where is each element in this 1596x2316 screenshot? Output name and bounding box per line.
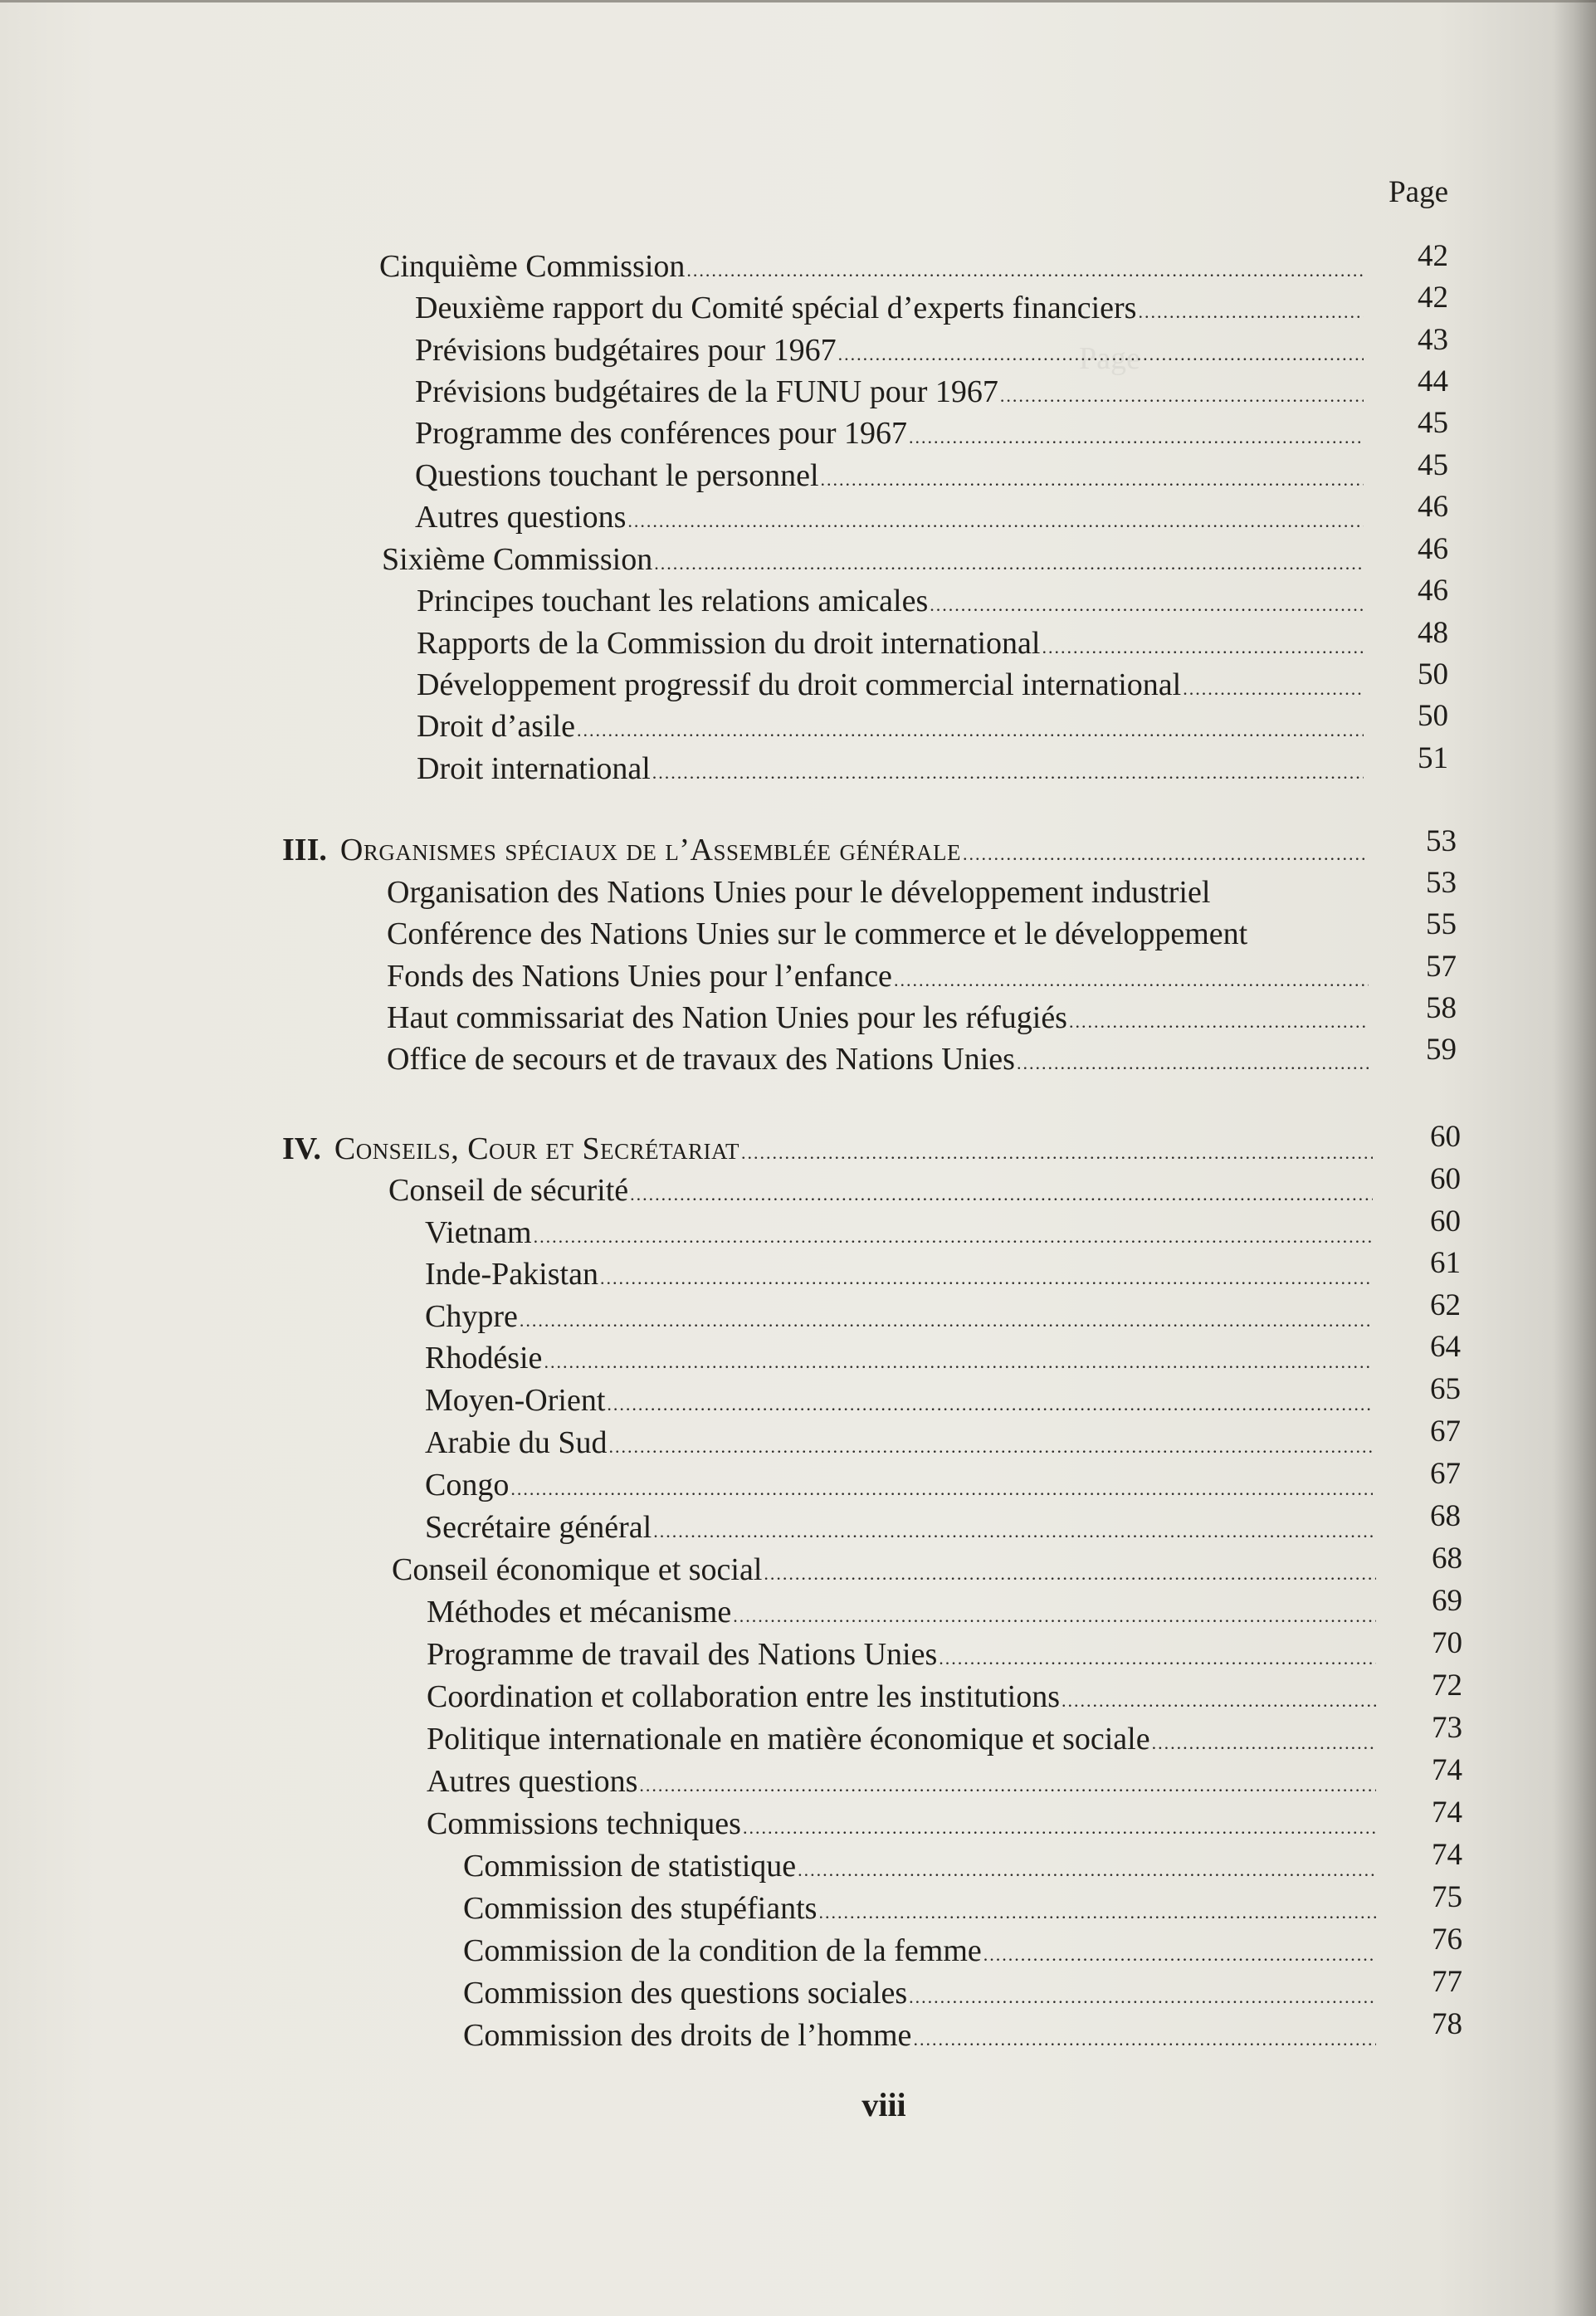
- leader-dots: [1183, 669, 1364, 709]
- toc-entry[interactable]: [387, 914, 1374, 954]
- toc-page-number: 73: [1432, 1711, 1462, 1745]
- leader-dots: [1017, 1043, 1369, 1083]
- leader-dots: [520, 1301, 1373, 1341]
- toc-entry-label: Droit international: [417, 751, 651, 786]
- toc-entry-label: Questions touchant le personnel: [415, 458, 819, 493]
- toc-page-number: 62: [1430, 1288, 1461, 1322]
- toc-entry-label: Autres questions: [415, 500, 627, 535]
- toc-entry-label: Politique internationale en matière économique et sociale: [427, 1722, 1150, 1757]
- toc-entry[interactable]: [388, 1170, 1376, 1210]
- toc-page-number: 77: [1432, 1965, 1462, 1999]
- toc-entry-label: Office de secours et de travaux des Nations Unies: [387, 1042, 1015, 1077]
- toc-entry[interactable]: [427, 1677, 1379, 1717]
- leader-dots: [607, 1385, 1373, 1424]
- toc-entry[interactable]: [425, 1254, 1376, 1294]
- leader-dots: [821, 460, 1364, 500]
- toc-page-number: 50: [1418, 699, 1448, 733]
- toc-entry-label: Chypre: [425, 1299, 518, 1334]
- leader-dots: [609, 1427, 1373, 1467]
- toc-page-number: 67: [1430, 1457, 1461, 1491]
- page-folio: viii: [861, 2086, 906, 2123]
- toc-entry[interactable]: [463, 2016, 1379, 2055]
- toc-entry[interactable]: [425, 1507, 1376, 1547]
- toc-entry-label: Commission de statistique: [463, 1849, 797, 1884]
- toc-entry[interactable]: [387, 1039, 1372, 1079]
- toc-entry-label: Conférence des Nations Unies sur le commerce et le développement: [387, 916, 1248, 951]
- toc-entry-label: Moyen-Orient: [425, 1383, 606, 1418]
- toc-page-number: 74: [1432, 1753, 1462, 1787]
- toc-entry-label: Programme de travail des Nations Unies: [427, 1637, 938, 1672]
- toc-entry[interactable]: [387, 872, 1374, 912]
- leader-dots: [909, 1977, 1376, 2017]
- toc-entry-label: Inde-Pakistan: [425, 1257, 598, 1292]
- toc-entry-label: Prévisions budgétaires de la FUNU pour 1967: [415, 374, 998, 409]
- toc-entry[interactable]: [463, 1846, 1379, 1886]
- toc-entry-label: Prévisions budgétaires pour 1967: [415, 333, 837, 368]
- toc-entry-label: Vietnam: [425, 1215, 532, 1250]
- toc-page-number: 50: [1418, 657, 1448, 691]
- toc-entry[interactable]: [417, 706, 1367, 746]
- toc-section-title: Conseils, Cour et Secrétariat: [334, 1131, 739, 1166]
- toc-entry[interactable]: [427, 1804, 1379, 1844]
- toc-page-number: 78: [1432, 2007, 1462, 2041]
- leader-dots: [1000, 376, 1364, 416]
- toc-page-number: 53: [1426, 866, 1457, 900]
- leader-dots: [1069, 1002, 1369, 1042]
- toc-page-number: 57: [1426, 950, 1457, 984]
- toc-entry[interactable]: [379, 247, 1367, 286]
- toc-page-number: 55: [1426, 907, 1457, 941]
- toc-page-number: 60: [1430, 1120, 1461, 1154]
- toc-page-number: 72: [1432, 1669, 1462, 1703]
- leader-dots: [743, 1808, 1376, 1848]
- leader-dots: [653, 1512, 1373, 1551]
- toc-page-number: 46: [1418, 574, 1448, 608]
- toc-entry[interactable]: [392, 1550, 1379, 1590]
- toc-entry-label: Fonds des Nations Unies pour l’enfance: [387, 959, 892, 994]
- leader-dots: [939, 1639, 1376, 1678]
- toc-page-number: 64: [1430, 1330, 1461, 1364]
- leader-dots: [764, 1554, 1376, 1594]
- toc-entry[interactable]: [415, 372, 1367, 412]
- page-column-header: Page: [1389, 175, 1448, 209]
- leader-dots: [630, 1175, 1373, 1214]
- toc-page-number: 59: [1426, 1033, 1457, 1067]
- toc-entry-label: Commissions techniques: [427, 1806, 741, 1841]
- toc-entry[interactable]: [417, 623, 1367, 663]
- leader-dots: [909, 418, 1364, 457]
- toc-entry-label: Rapports de la Commission du droit international: [417, 626, 1041, 661]
- toc-entry[interactable]: [425, 1213, 1376, 1253]
- leader-dots: [510, 1469, 1373, 1509]
- toc-page-number: 60: [1430, 1162, 1461, 1196]
- toc-entry[interactable]: [425, 1380, 1376, 1420]
- toc-page-number: 69: [1432, 1584, 1462, 1618]
- toc-page-number: 42: [1418, 239, 1448, 273]
- leader-dots: [838, 335, 1364, 374]
- toc-entry-label: Conseil économique et social: [392, 1552, 763, 1587]
- leader-dots: [652, 753, 1364, 793]
- toc-entry[interactable]: [425, 1465, 1376, 1505]
- toc-page-number: 75: [1432, 1880, 1462, 1914]
- toc-entry-label: Méthodes et mécanisme: [427, 1595, 732, 1630]
- toc-page-number: 74: [1432, 1838, 1462, 1872]
- toc-entry[interactable]: [415, 413, 1367, 453]
- toc-entry-label: Coordination et collaboration entre les institutions: [427, 1679, 1061, 1714]
- leader-dots: [983, 1935, 1376, 1975]
- show-through-text: Page: [1079, 341, 1140, 376]
- toc-entry-label: Rhodésie: [425, 1341, 543, 1375]
- toc-entry-label: Commission des questions sociales: [463, 1976, 908, 2011]
- toc-entry-label: Conseil de sécurité: [388, 1173, 629, 1208]
- toc-page-number: 45: [1418, 448, 1448, 482]
- leader-dots: [1138, 292, 1364, 332]
- leader-dots: [798, 1850, 1376, 1890]
- toc-entry-label: Congo: [425, 1468, 510, 1502]
- section-number: III.: [282, 833, 327, 867]
- toc-page-number: 70: [1432, 1626, 1462, 1660]
- leader-dots: [1042, 628, 1364, 667]
- toc-entry[interactable]: [463, 1888, 1379, 1928]
- toc-entry[interactable]: [415, 330, 1367, 370]
- toc-page-number: 44: [1418, 364, 1448, 398]
- toc-entry[interactable]: [417, 581, 1367, 621]
- toc-entry-label: Organisation des Nations Unies pour le développement industriel: [387, 875, 1211, 910]
- toc-page-number: 48: [1418, 616, 1448, 650]
- toc-page-number: 46: [1418, 532, 1448, 566]
- toc-page-number: 45: [1418, 406, 1448, 440]
- toc-entry[interactable]: [417, 749, 1367, 789]
- toc-entry[interactable]: [415, 497, 1367, 537]
- toc-entry[interactable]: [387, 998, 1372, 1038]
- toc-entry[interactable]: [463, 1973, 1379, 2013]
- toc-entry-label: Secrétaire général: [425, 1510, 652, 1545]
- toc-page-number: 43: [1418, 323, 1448, 357]
- leader-dots: [600, 1258, 1373, 1298]
- toc-page-number: 74: [1432, 1796, 1462, 1830]
- leader-dots: [627, 501, 1364, 541]
- leader-dots: [639, 1766, 1376, 1805]
- toc-section-title: Organismes spéciaux de l’Assemblée générale: [339, 833, 961, 867]
- toc-entry[interactable]: [425, 1297, 1376, 1336]
- toc-page-number: 53: [1426, 824, 1457, 858]
- leader-dots: [963, 834, 1366, 874]
- toc-page-number: 68: [1430, 1499, 1461, 1533]
- toc-page-number: 58: [1426, 991, 1457, 1025]
- toc-entry[interactable]: [427, 1634, 1379, 1674]
- toc-section-heading[interactable]: [282, 830, 1369, 870]
- toc-entry[interactable]: [387, 956, 1372, 996]
- toc-entry-label: Deuxième rapport du Comité spécial d’experts financiers: [415, 291, 1137, 325]
- leader-dots: [686, 251, 1364, 291]
- section-number: IV.: [282, 1131, 321, 1166]
- leader-dots: [1152, 1723, 1376, 1763]
- toc-entry[interactable]: [425, 1338, 1376, 1378]
- toc-entry-label: Sixième Commission: [382, 542, 653, 577]
- toc-entry-label: Commission des stupéfiants: [463, 1891, 818, 1926]
- toc-page-number: 67: [1430, 1415, 1461, 1449]
- leader-dots: [654, 544, 1364, 584]
- toc-page-number: 51: [1418, 741, 1448, 775]
- toc-entry[interactable]: [382, 540, 1367, 579]
- toc-entry[interactable]: [427, 1592, 1379, 1632]
- leader-dots: [818, 1893, 1376, 1932]
- toc-section-heading[interactable]: [282, 1129, 1376, 1169]
- leader-dots: [577, 711, 1364, 750]
- leader-dots: [930, 585, 1364, 625]
- toc-page-number: 65: [1430, 1372, 1461, 1406]
- leader-dots: [1062, 1681, 1376, 1721]
- toc-entry[interactable]: [415, 456, 1367, 496]
- toc-entry-label: Commission des droits de l’homme: [463, 2018, 912, 2053]
- toc-entry-label: Droit d’asile: [417, 709, 576, 744]
- toc-entry-label: Haut commissariat des Nation Unies pour les réfugiés: [387, 1000, 1067, 1035]
- toc-entry[interactable]: [463, 1931, 1379, 1971]
- toc-entry[interactable]: [415, 288, 1367, 328]
- leader-dots: [534, 1217, 1373, 1257]
- leader-dots: [741, 1133, 1373, 1173]
- toc-entry-label: Principes touchant les relations amicales: [417, 584, 929, 618]
- toc-page-number: 46: [1418, 490, 1448, 524]
- toc-entry[interactable]: [417, 665, 1367, 705]
- toc-entry-label: Développement progressif du droit commercial international: [417, 667, 1182, 702]
- leader-dots: [733, 1596, 1376, 1636]
- toc-page-number: 68: [1432, 1542, 1462, 1576]
- toc-entry-label: Commission de la condition de la femme: [463, 1933, 982, 1968]
- toc-page-number: 60: [1430, 1204, 1461, 1239]
- toc-entry[interactable]: [427, 1719, 1379, 1759]
- toc-entry[interactable]: [427, 1761, 1379, 1801]
- toc-entry-label: Arabie du Sud: [425, 1425, 608, 1460]
- toc-entry-label: Programme des conférences pour 1967: [415, 416, 908, 451]
- toc-entry-label: Autres questions: [427, 1764, 638, 1799]
- toc-entry[interactable]: [425, 1423, 1376, 1463]
- toc-page-number: 61: [1430, 1246, 1461, 1280]
- leader-dots: [913, 2020, 1376, 2059]
- toc-entry-label: Cinquième Commission: [379, 249, 686, 284]
- leader-dots: [894, 960, 1369, 1000]
- leader-dots: [544, 1342, 1373, 1382]
- toc-page-number: 76: [1432, 1923, 1462, 1957]
- toc-page-number: 42: [1418, 281, 1448, 315]
